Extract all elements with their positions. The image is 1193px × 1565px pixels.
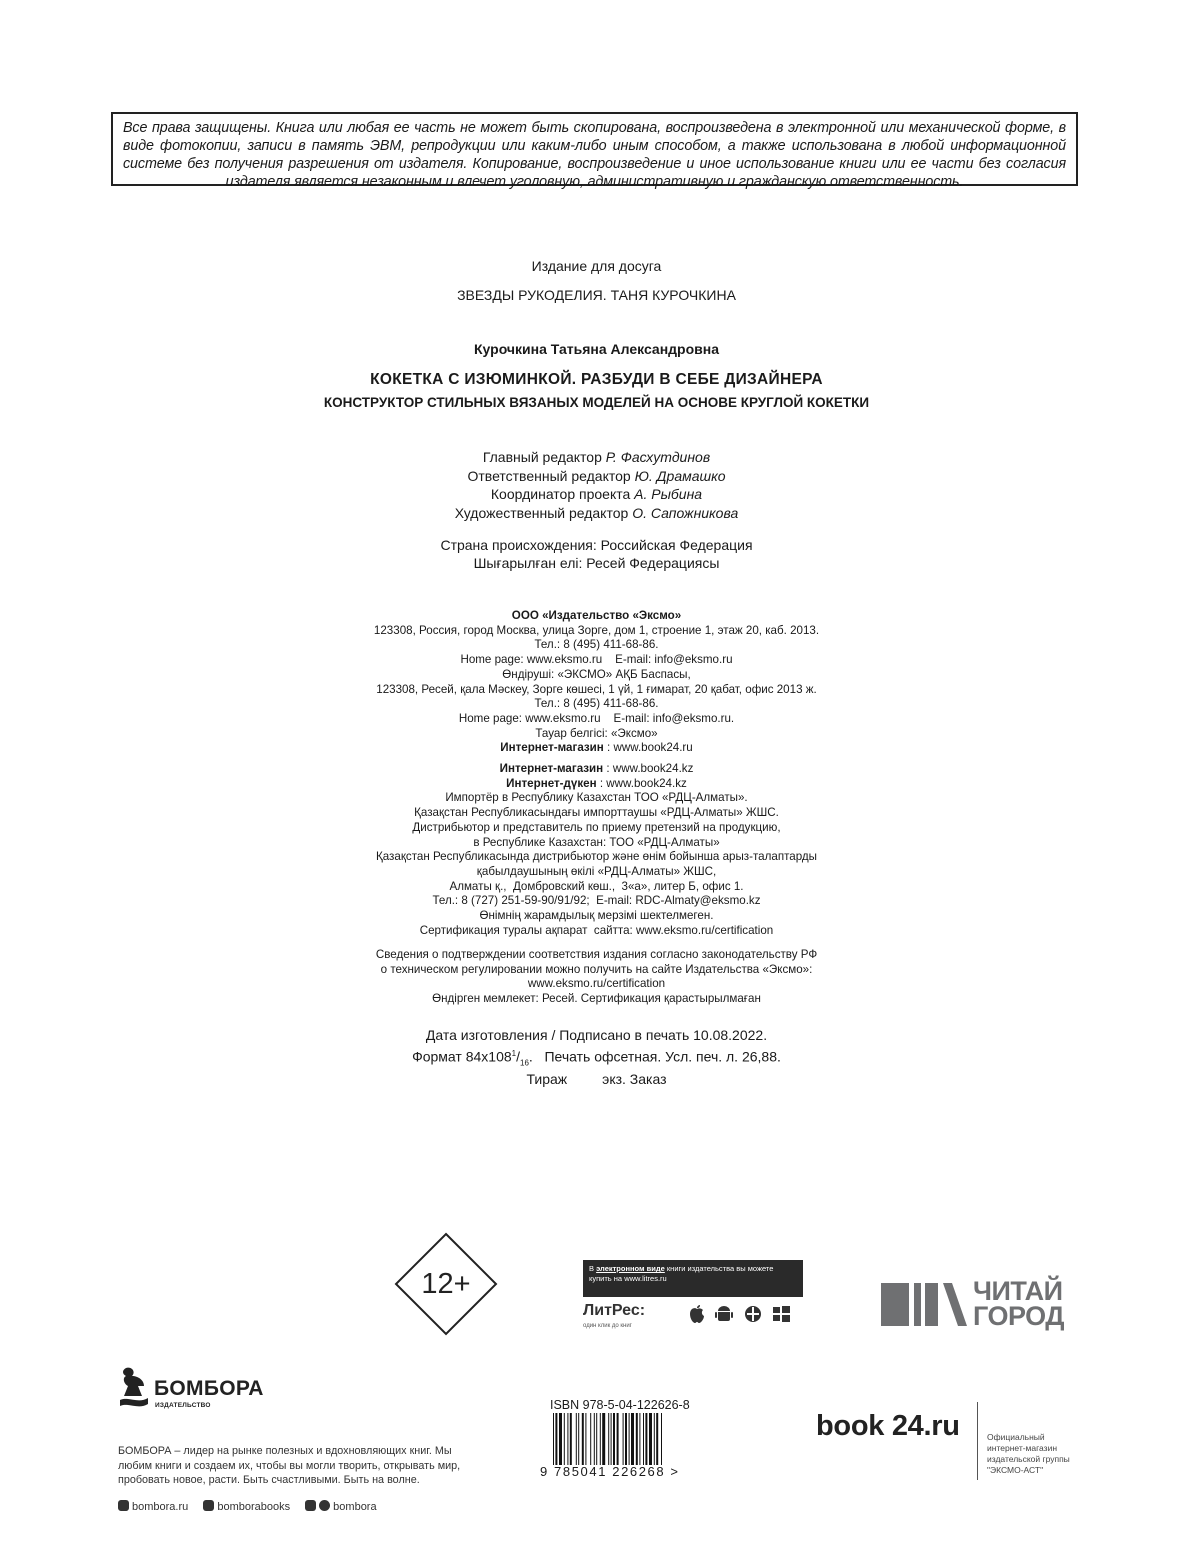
age-rating-label: 12+ bbox=[421, 1268, 471, 1300]
publisher-name: ООО «Издательство «Эксмо» bbox=[511, 609, 682, 622]
editor-line: Художественный редактор О. Сапожникова bbox=[454, 504, 739, 521]
editors-list bbox=[0, 448, 1193, 522]
book24-tagline: Официальный интернет-магазин издательской группы "ЭКСМО-АСТ" bbox=[987, 1432, 1070, 1475]
print-date: Дата изготовления / Подписано в печать 10.08.2022. bbox=[425, 1027, 768, 1043]
platform-icons bbox=[688, 1304, 795, 1329]
country-of-origin: Страна происхождения: Российская Федерация Шығарылған елі: Ресей Федерациясы bbox=[440, 537, 753, 571]
litres-banner bbox=[583, 1260, 803, 1336]
bombora-social-links bbox=[118, 1500, 498, 1513]
social-site: bombora.ru bbox=[118, 1500, 188, 1513]
editor-line: Координатор проекта А. Рыбина bbox=[490, 486, 703, 502]
vk-icon bbox=[203, 1500, 214, 1511]
web-icon bbox=[743, 1304, 763, 1324]
social-vk: bomborabooks bbox=[203, 1500, 290, 1513]
series-name: ЗВЕЗДЫ РУКОДЕЛИЯ. ТАНЯ КУРОЧКИНА bbox=[457, 287, 736, 303]
print-details bbox=[0, 1027, 1193, 1089]
social-telegram: bombora bbox=[305, 1500, 376, 1513]
android-icon bbox=[714, 1304, 734, 1324]
edition-type: Издание для досуга bbox=[531, 258, 662, 274]
isbn: ISBN 978-5-04-122626-8 bbox=[550, 1398, 690, 1412]
bombora-name: БОМБОРА bbox=[154, 1377, 264, 1400]
certification-info: Сведения о подтверждении соответствия издания согласно законодательству РФ о техническом регулировании можно получить на сайте Издательства «Эксмо»: www.eksmo.ru/certification Өндірген мемлекет: Ресей. Сертификация қарастырылмаған bbox=[375, 948, 818, 1006]
plus-icon bbox=[305, 1500, 316, 1511]
apple-icon bbox=[688, 1304, 706, 1324]
publisher-info: ООО «Издательство «Эксмо» 123308, Россия, город Москва, улица Зорге, дом 1, строение 1, этаж 20, каб. 2013. Тел.: 8 (495) 411-68-86. Home page: www.eksmo.ru E-mail: info@eksmo.ru Өндіруші: «ЭКСМО» АҚБ Баспасы, 123308, Ресей, қала Мәскеу, Зорге көшесі, 1 үй, 1 ғимарат, 20 қабат, офис 2013 ж. Тел.: 8 (495) 411-68-86. Home page: www.eksmo.ru E-mail: info@eksmo.ru. Тауар белгісі: «Эксмо» Интернет-магазин : www.book24.ru Интернет-магазин : www.book24.kz Интернет-дүкен : www.book24.kz Импортёр в Республику Казахстан ТОО «РДЦ-Алматы». Қазақстан Республикасындағы импорттаушы «РДЦ-Алматы» ЖШС. Дистрибьютор и представитель по приему претензий на продукцию, в Республике Казахстан: ТОО «РДЦ-Алматы» Қазақстан Республикасында дистрибьютор және өнім бойынша арыз-талаптарды қабылдаушының өкілі «РДЦ-Алматы» ЖШС, Алматы қ., Домбровский көш., 3«а», литер Б, офис 1. Тел.: 8 (727) 251-59-90/91/92; E-mail: RDC-Almaty@eksmo.kz Өнімнің жарамдылық мерзімі шектелмеген. Сертификация туралы ақпарат сайтта: www.eksmo.ru/certification bbox=[0, 609, 1193, 938]
book-subtitle: КОНСТРУКТОР СТИЛЬНЫХ ВЯЗАНЫХ МОДЕЛЕЙ НА ОСНОВЕ КРУГЛОЙ КОКЕТКИ bbox=[323, 395, 870, 410]
bombora-description: БОМБОРА – лидер на рынке полезных и вдохновляющих книг. Мы любим книги и создаем их, чтобы вы могли творить, открывать мир, пробовать новое, расти. Быть счастливыми. Быть на волне. bbox=[118, 1445, 461, 1486]
windows-icon bbox=[771, 1304, 791, 1324]
globe-icon bbox=[118, 1500, 129, 1511]
author-name: Курочкина Татьяна Александровна bbox=[474, 341, 719, 357]
litres-tagline: один клик до книг bbox=[583, 1323, 632, 1329]
barcode-digits: 9 785041 226268 > bbox=[540, 1464, 680, 1479]
shop-kz: Интернет-магазин : www.book24.kz bbox=[499, 762, 694, 776]
bombora-logo-icon bbox=[118, 1366, 150, 1410]
print-format: Формат $84x108^1/_{16}$. Печать офсетная. Усл. печ. л. 26,88. bbox=[412, 1048, 781, 1067]
telegram-icon bbox=[319, 1500, 330, 1511]
book24-logo: book 24.ru bbox=[816, 1410, 960, 1442]
editor-line: Главный редактор Р. Фасхутдинов bbox=[482, 449, 711, 465]
litres-logo: ЛитРес: bbox=[583, 1302, 646, 1319]
book-title: КОКЕТКА С ИЗЮМИНКОЙ. РАЗБУДИ В СЕБЕ ДИЗАЙНЕРА bbox=[370, 371, 823, 388]
divider bbox=[977, 1402, 978, 1480]
print-run: Тираж экз. Заказ bbox=[526, 1071, 667, 1088]
chitai-gorod-mark-icon bbox=[881, 1281, 969, 1327]
age-rating-badge bbox=[394, 1232, 498, 1336]
editor-line: Ответственный редактор Ю. Драмашко bbox=[467, 467, 726, 484]
barcode bbox=[553, 1413, 703, 1465]
copyright-notice: Все права защищены. Книга или любая ее часть не может быть скопирована, воспроизведена в электронной или механической форме, в виде фотокопии, записи в память ЭВМ, репродукции или каким-либо иным способом, а также использована в любой информационной системе без получения разрешения от издателя. Копирование, воспроизведение и иное использование книги или ее части без согласия издателя является незаконным и влечет уголовную, административную и гражданскую ответственность. bbox=[111, 112, 1078, 186]
litres-notice: В электронном виде книги издательства вы можете купить на www.litres.ru bbox=[583, 1260, 803, 1297]
shop-ru: Интернет-магазин : www.book24.ru bbox=[500, 741, 693, 755]
chitai-gorod-logo: ЧИТАЙ ГОРОД bbox=[881, 1281, 1081, 1331]
bombora-subtitle: ИЗДАТЕЛЬСТВО bbox=[155, 1402, 211, 1409]
shop-kz-2: Интернет-дүкен : www.book24.kz bbox=[506, 776, 687, 790]
